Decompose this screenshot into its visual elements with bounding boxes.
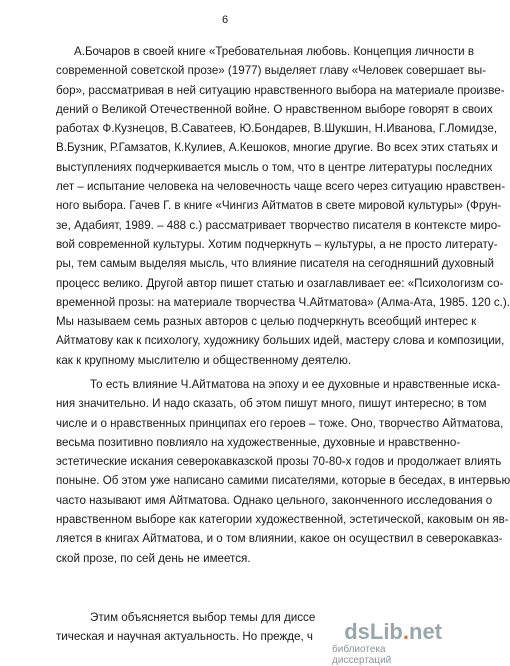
dslib-watermark — [332, 619, 448, 666]
dslib-logo: dsLib.net — [344, 619, 442, 644]
text-line: ного выбора. Гачев Г. в книге «Чингиз Айтматов в свете мировой культуры» (Фрун- — [56, 199, 502, 213]
text-line: лет – испытание человека на человечность чаще всего через ситуацию нравствен- — [56, 180, 506, 194]
text-line: А.Бочаров в своей книге «Требовательная любовь. Концепция личности в — [74, 45, 475, 58]
paragraph-2 — [56, 375, 510, 568]
text-line: бор», рассматривая в ней ситуацию нравственного выбора на материале произве- — [56, 83, 505, 97]
text-line: эстетические искания северокавказской прозы 70-80-х годов и продолжает влиять — [56, 455, 502, 469]
dslib-subtitle: библиотека диссертаций — [332, 644, 392, 666]
text-line: ляется в книгах Айтматова, и о том влиянии, какое он осуществил в северокавказ- — [56, 532, 503, 546]
text-line: В.Бузник, Р.Гамзатов, К.Кулиев, А.Кешоков, многие другие. Во всех этих статьях и — [56, 141, 498, 155]
text-line: выступлениях подчеркивается мысль о том, что в центре литературы последних — [56, 160, 493, 174]
text-line: Айтматову как к психологу, художнику больших идей, мастеру слова и композиции, — [56, 334, 505, 348]
text-line: как к крупному мыслителю и общественному деятелю. — [56, 353, 352, 367]
text-line: поныне. Об этом уже написано самими писателями, которые в беседах, в интервью — [56, 474, 510, 488]
text-line: весьма позитивно повлияло на художественные, духовные и нравственно- — [56, 435, 461, 449]
text-line: временной прозы: на материале творчества Ч.Айтматова» (Алма-Ата, 1985. 120 с.). — [56, 295, 510, 309]
page-number: 6 — [221, 14, 229, 26]
text-line: ры, тем самым выделяя мысль, что влияние писателя на сегодняшний духовный — [56, 257, 494, 271]
text-line: вой современной культуры. Хотим подчеркнуть – культуры, а не просто литерату- — [56, 237, 498, 251]
text-line: зе, Адабият, 1989. – 488 с.) рассматривает творчество писателя в контексте миро- — [56, 218, 502, 232]
text-line: часто называют имя Айтматова. Однако цельного, законченного исследования о — [56, 493, 493, 507]
text-line: тическая и научная актуальность. Но прежде, ч — [56, 630, 313, 644]
text-line: современной советской прозе» (1977) выделяет главу «Человек совершает вы- — [56, 64, 487, 78]
text-line: нравственном выборе как категории художественной, эстетической, каковым он яв- — [56, 513, 509, 527]
text-line: ния значительно. И надо сказать, об этом пишут много, пишут интересно; в том — [56, 397, 487, 411]
text-line: ской прозе, по сей день не имеется. — [56, 551, 251, 565]
text-line: То есть влияние Ч.Айтматова на эпоху и ее духовные и нравственные иска- — [90, 378, 501, 391]
text-line: Мы называем семь разных авторов с целью подчеркнуть всеобщий интерес к — [56, 315, 477, 329]
text-line: дений о Великой Отечественной войне. О нравственном выборе говорят в своих — [56, 102, 493, 116]
text-line: числе и о нравственных принципах его героев – тоже. Оно, творчество Айтматова, — [56, 416, 504, 430]
text-line: работах Ф.Кузнецов, В.Саватеев, Ю.Бондарев, В.Шукшин, Н.Иванова, Г.Ломидзе, — [56, 122, 498, 136]
text-line: Этим объясняется выбор темы для диссе — [90, 611, 316, 624]
paragraph-1 — [56, 42, 510, 370]
text-line: процесс велико. Другой автор пишет статью и озаглавливает ее: «Психологизм со- — [56, 276, 504, 290]
